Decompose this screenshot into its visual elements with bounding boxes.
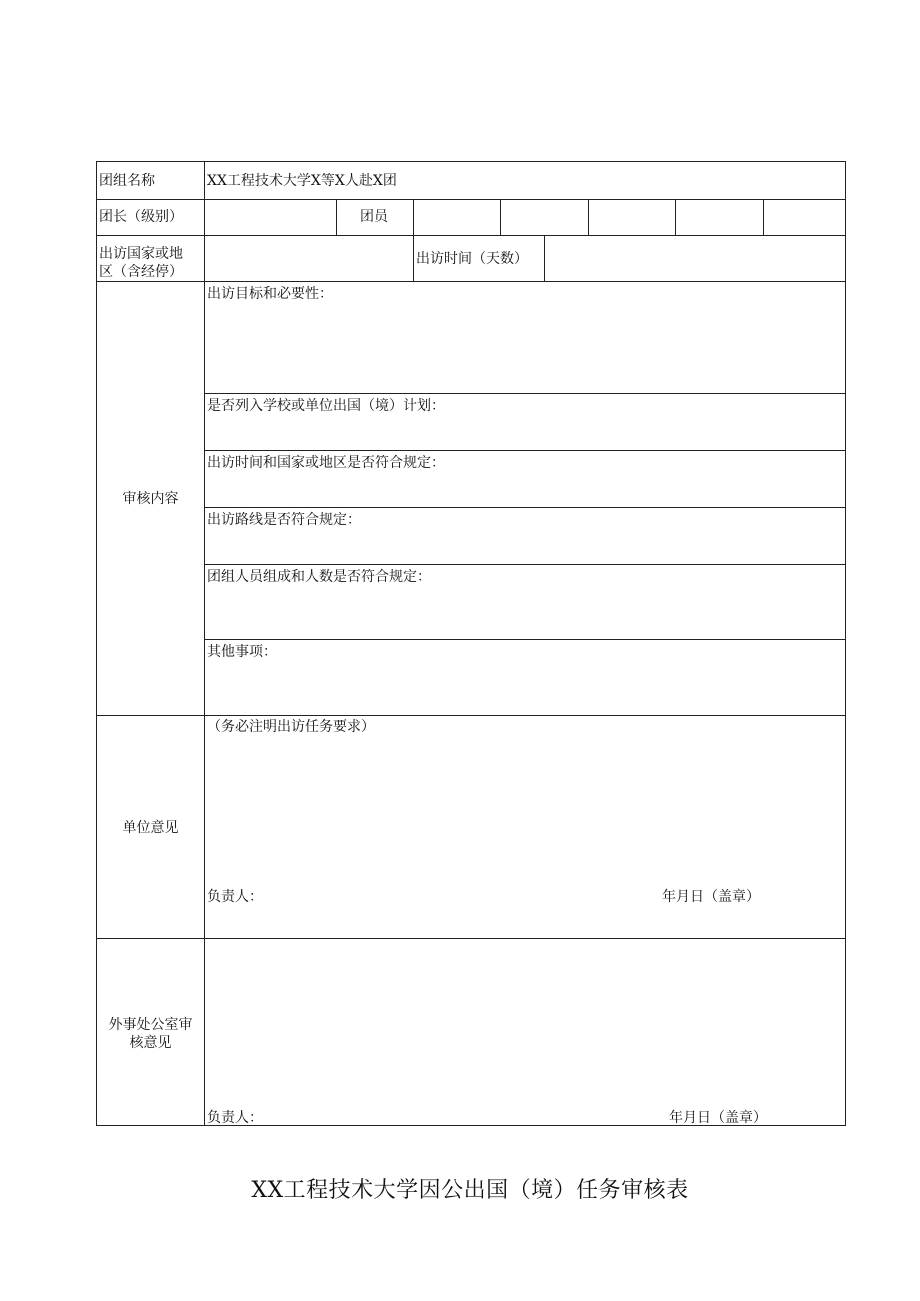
leader-input[interactable]: [206, 201, 334, 233]
review-item-label: 其他事项：: [207, 644, 277, 660]
cell-divider: [544, 235, 545, 281]
cell-divider: [336, 199, 337, 235]
unit-opinion-note: （务必注明出访任务要求）: [207, 719, 375, 735]
country-label-line2: 区（含经停）: [99, 264, 183, 280]
table-border-left: [96, 161, 97, 1126]
leader-label: 团长（级别）: [99, 209, 183, 225]
review-item-input[interactable]: [206, 662, 843, 713]
table-border-top: [96, 161, 846, 162]
review-divider: [205, 507, 846, 508]
foreign-affairs-label-line2: 核意见: [129, 1035, 172, 1051]
visit-time-input[interactable]: [546, 237, 843, 279]
table-border-right: [845, 161, 846, 1126]
foreign-affairs-responsible-label: 负责人：: [207, 1110, 263, 1126]
row-divider: [96, 199, 846, 200]
review-section-label: 审核内容: [122, 491, 179, 507]
unit-date-seal-label: 年月日（盖章）: [662, 889, 760, 905]
member-input-3[interactable]: [590, 201, 673, 233]
group-name-label: 团组名称: [99, 173, 155, 189]
unit-responsible-label: 负责人：: [207, 889, 263, 905]
member-input-2[interactable]: [502, 201, 586, 233]
review-item-label: 出访目标和必要性：: [207, 286, 333, 302]
review-divider: [205, 393, 846, 394]
label-column-divider: [204, 161, 205, 1126]
review-item-label: 出访时间和国家或地区是否符合规定：: [207, 455, 445, 471]
unit-opinion-label: 单位意见: [122, 820, 179, 836]
document-title: XX工程技术大学因公出国（境）任务审核表: [251, 1178, 689, 1203]
review-item-label: 出访路线是否符合规定：: [207, 512, 361, 528]
review-divider: [205, 450, 846, 451]
visit-time-label: 出访时间（天数）: [416, 251, 528, 267]
review-item-input[interactable]: [206, 530, 843, 562]
foreign-affairs-label-line1: 外事处公室审: [108, 1017, 193, 1033]
cell-divider: [413, 199, 414, 235]
foreign-affairs-date-seal-label: 年月日（盖章）: [669, 1110, 767, 1126]
review-item-label: 团组人员组成和人数是否符合规定：: [207, 569, 431, 585]
members-label: 团员: [360, 209, 388, 225]
member-input-1[interactable]: [415, 201, 498, 233]
row-divider: [96, 938, 846, 939]
country-input[interactable]: [206, 237, 411, 279]
cell-divider: [763, 199, 764, 235]
cell-divider: [675, 199, 676, 235]
member-input-5[interactable]: [765, 201, 843, 233]
review-divider: [205, 564, 846, 565]
cell-divider: [588, 199, 589, 235]
group-name-value[interactable]: XX工程技术大学X等X人赴X团: [207, 173, 397, 189]
row-divider: [96, 235, 846, 236]
review-divider: [205, 639, 846, 640]
review-item-label: 是否列入学校或单位出国（境）计划：: [207, 398, 445, 414]
review-item-input[interactable]: [206, 416, 843, 448]
cell-divider: [413, 235, 414, 281]
row-divider: [96, 715, 846, 716]
review-item-input[interactable]: [206, 304, 843, 390]
country-label-line1: 出访国家或地: [99, 246, 183, 262]
review-item-input[interactable]: [206, 473, 843, 505]
review-item-input[interactable]: [206, 587, 843, 637]
row-divider: [96, 281, 846, 282]
member-input-4[interactable]: [677, 201, 761, 233]
cell-divider: [500, 199, 501, 235]
